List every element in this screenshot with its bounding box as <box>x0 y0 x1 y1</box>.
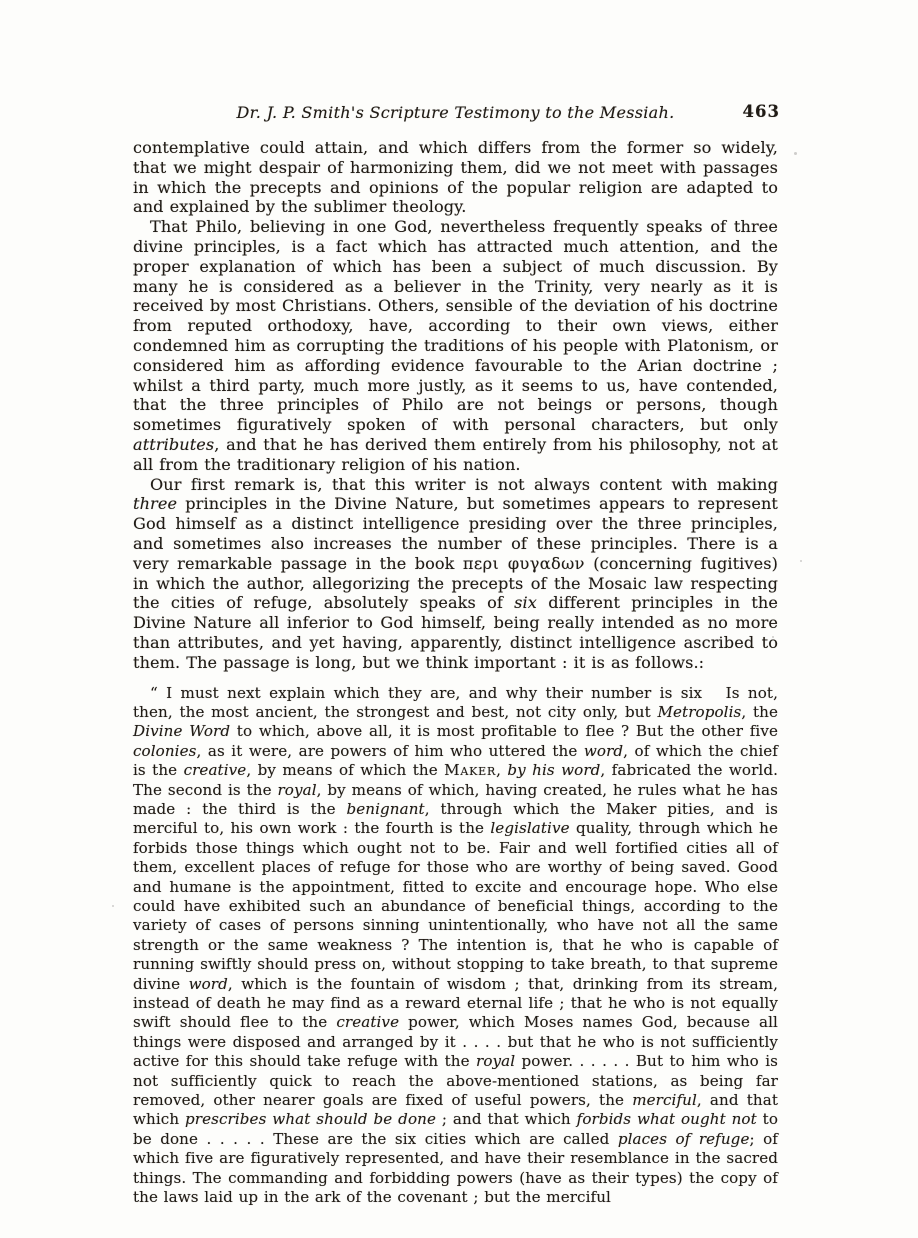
text-run: That Philo, believing in one God, nevertheless frequently speaks of three divine principles, is a fact which has attracted much attention, and the proper explanation of which has been a subject of much discussion. By many he is considered as a believer in the Trinity, very nearly as it is received by most Christians. Others, sensible of the deviation of his doctrine from reputed orthodoxy, have, according to their own views, either condemned him as corrupting the traditions of his people with Platonism, or considered him as affording evidence favourable to the Arian doctrine ; whilst a third party, much more justly, as it seems to us, have contended, that the three principles of Philo are not beings or persons, though sometimes figuratively spoken of with personal characters, but only <box>133 217 778 435</box>
italic-text-run: Divine Word <box>133 722 231 741</box>
text-run: Our first remark is, that this writer is not always content with making <box>150 474 778 494</box>
text-run: power. . . . . . But to him who is not sufficiently quick to reach the above-mentioned stations, as being far removed, other nearer goals are fixed of useful powers, the <box>133 1052 778 1110</box>
text-run: contemplative could attain, and which differs from the former so widely, that we might despair of harmonizing them, did we not meet with passages in which the precepts and opinions of the popular religion are adapted to and explained by the sublimer theology. <box>133 138 778 217</box>
page-number: 463 <box>742 102 780 121</box>
text-run: , <box>496 761 508 780</box>
text-run: (concerning fugitives) in which the author, allegorizing the precepts of the Mosaic law respecting the cities of refuge, absolutely speaks of <box>133 553 778 613</box>
text-run: to be done . . . . . These are the six cities which are called <box>133 1110 779 1148</box>
italic-text-run: word <box>188 974 228 993</box>
italic-text-run: forbids what ought not <box>576 1110 757 1129</box>
body-paragraph <box>133 475 778 673</box>
italic-text-run: by his word <box>507 761 601 780</box>
page-header <box>133 103 778 122</box>
text-run: ; of which five are figuratively represented, and have their resemblance in the sacred things. The commanding and forbidding powers (have as their types) the copy of the laws laid up in the ark of the covenant ; but the merciful <box>133 1129 778 1207</box>
italic-text-run: benignant <box>346 799 425 818</box>
italic-text-run: prescribes what should be done <box>185 1110 436 1129</box>
italic-text-run: royal <box>476 1052 516 1071</box>
text-run: , and that he has derived them entirely from his philosophy, not at all from the traditionary religion of his nation. <box>133 434 778 474</box>
text-run: , of which the chief is the <box>133 741 778 780</box>
italic-text-run: colonies <box>133 741 197 760</box>
italic-text-run: creative <box>183 761 247 780</box>
page-body <box>133 138 778 1207</box>
quoted-passage-paragraph <box>133 684 778 1208</box>
text-run: ; and that which <box>436 1110 577 1129</box>
text-run: , by means of which, having created, he rules what he has made : the third is the <box>133 780 778 818</box>
italic-text-run: legislative <box>490 819 570 838</box>
text-run: , by means of which the <box>246 761 445 780</box>
text-run: to which, above all, it is most profitable to flee ? But the other five <box>230 722 778 741</box>
text-run: , as it were, are powers of him who uttered the <box>196 741 584 760</box>
body-paragraph <box>133 217 778 474</box>
text-run: , and that which <box>133 1091 779 1129</box>
italic-text-run: three <box>133 494 178 514</box>
text-run: principles in the Divine Nature, but sometimes appears to represent God himself as a distinct intelligence presiding over the three principles, and sometimes also increases the number of these principles. There is a very remarkable passage in the book <box>133 494 778 573</box>
text-run: , through which the Maker pities, and is merciful to, his own work : the fourth is the <box>133 799 778 838</box>
italic-text-run: merciful <box>632 1091 697 1110</box>
text-run: different principles in the Divine Nature all inferior to God himself, being really intended as no more than attributes, and yet having, apparently, distinct intelligence ascribed to them. The passage is long, but we think important : it is as follows.: <box>133 593 778 672</box>
body-paragraph <box>133 138 778 217</box>
italic-text-run: six <box>514 593 537 613</box>
greek-text-run: περι φυγαδων <box>462 553 585 573</box>
text-run: , which is the fountain of wisdom ; that, drinking from its stream, instead of death he may find as a reward eternal life ; that he who is not equally swift should flee to the <box>133 974 778 1032</box>
running-title: Dr. J. P. Smith's Scripture Testimony to the Messiah. <box>236 103 675 122</box>
text-run: “ I must next explain which they are, and why their number is six Is not, then, the most ancient, the strongest and best, not city only, but <box>133 683 778 721</box>
text-run: power, which Moses names God, because all things were disposed and arranged by it . . . . but that he who is not sufficiently active for this should take refuge with the <box>133 1013 778 1071</box>
italic-text-run: word <box>583 741 624 760</box>
text-run: , the <box>741 702 778 721</box>
smallcaps-text-run: Maker <box>444 761 497 780</box>
italic-text-run: royal <box>277 780 317 799</box>
italic-text-run: Metropolis <box>657 702 742 721</box>
italic-text-run: creative <box>336 1013 400 1032</box>
text-run: , fabricated the world. The second is the <box>133 761 778 799</box>
italic-text-run: places of refuge <box>617 1129 750 1148</box>
italic-text-run: attributes <box>133 434 215 454</box>
text-run: quality, through which he forbids those things which ought not to be. Fair and well fortified cities all of them, excellent places of refuge for those who are worthy of being saved. Good and humane is the appointment, fitted to excite and encourage hope. Who else could have exhibited such an abundance of beneficial things, according to the variety of cases of persons sinning unintentionally, who have not all the same strength or the same weakness ? The intention is, that he who is capable of running swiftly should press on, without stopping to take breath, to that supreme divine <box>133 819 778 993</box>
